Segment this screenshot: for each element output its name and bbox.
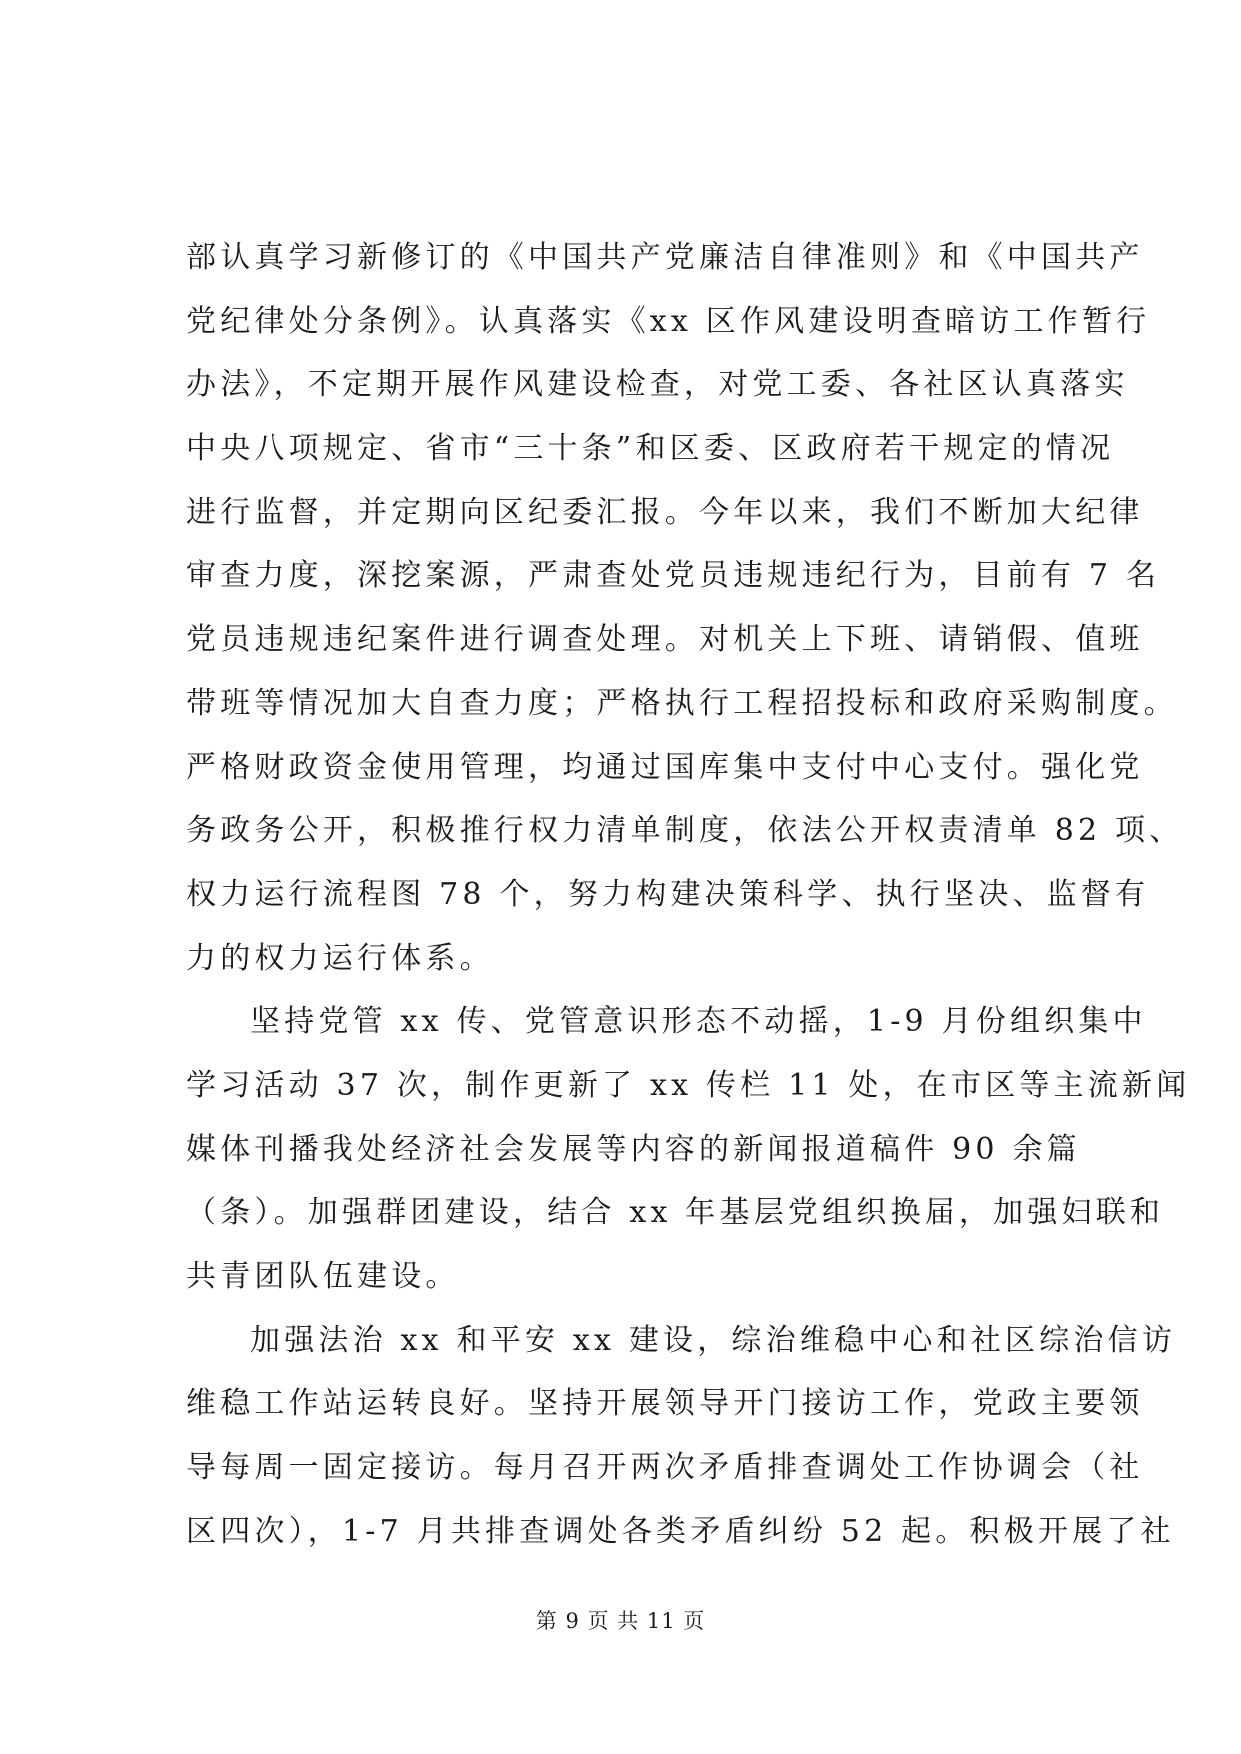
paragraph-first-line: 坚持党管 xx 传、党管意识形态不动摇，1-9 月份组织集中 <box>250 1004 1147 1040</box>
text-line: 办法》，不定期开展作风建设检查，对党工委、各社区认真落实 <box>186 367 1129 403</box>
paragraph-first-line: 加强法治 xx 和平安 xx 建设，综治维稳中心和社区综治信访 <box>250 1322 1177 1358</box>
text-line: 导每周一固定接访。每月召开两次矛盾排查调处工作协调会（社 <box>186 1450 1144 1486</box>
text-line: 严格财政资金使用管理，均通过国库集中支付中心支付。强化党 <box>186 749 1144 785</box>
text-line: 权力运行流程图 78 个，努力构建决策科学、执行坚决、监督有 <box>186 876 1150 912</box>
text-line: 共青团队伍建设。 <box>186 1259 460 1294</box>
text-line: 部认真学习新修订的《中国共产党廉洁自律准则》和《中国共产 <box>186 240 1144 275</box>
text-line: 维稳工作站运转良好。坚持开展领导开门接访工作，党政主要领 <box>186 1386 1144 1422</box>
text-line: 进行监督，并定期向区纪委汇报。今年以来，我们不断加大纪律 <box>186 494 1144 530</box>
text-line: 力的权力运行体系。 <box>186 940 494 976</box>
text-line: 党员违规违纪案件进行调查处理。对机关上下班、请销假、值班 <box>186 622 1144 658</box>
text-line: 学习活动 37 次，制作更新了 xx 传栏 11 处，在市区等主流新闻 <box>186 1067 1191 1103</box>
text-line: 务政务公开，积极推行权力清单制度，依法公开权责清单 82 项、 <box>186 813 1184 849</box>
text-line: 中央八项规定、省市“三十条”和区委、区政府若干规定的情况 <box>186 431 1115 467</box>
page-number-footer: 第 9 页 共 11 页 <box>535 1609 706 1633</box>
text-line: 审查力度，深挖案源，严肃查处党员违规违纪行为，目前有 7 名 <box>186 558 1161 594</box>
text-line: （条）。加强群团建设，结合 xx 年基层党组织换届，加强妇联和 <box>186 1195 1165 1231</box>
text-line: 媒体刊播我处经济社会发展等内容的新闻报道稿件 90 余篇 <box>186 1131 1081 1167</box>
text-line: 带班等情况加大自查力度；严格执行工程招投标和政府采购制度。 <box>186 685 1178 721</box>
body-text <box>186 226 1191 1563</box>
text-line: 区四次），1-7 月共排查调处各类矛盾纠纷 52 起。积极开展了社 <box>186 1513 1175 1549</box>
text-line: 党纪律处分条例》。认真落实《xx 区作风建设明查暗访工作暂行 <box>186 303 1151 339</box>
